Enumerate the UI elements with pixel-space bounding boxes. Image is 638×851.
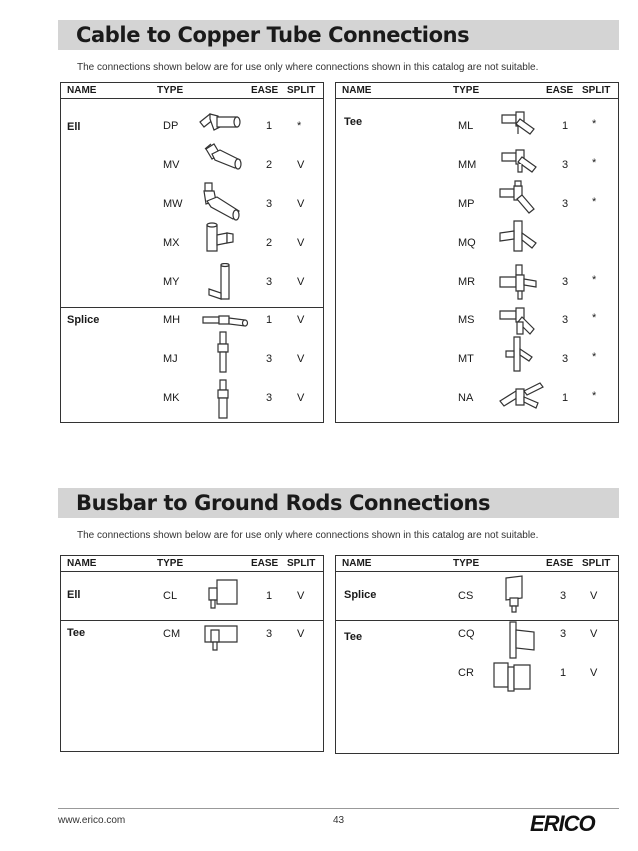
split-cell: * bbox=[592, 157, 597, 169]
type-cell: CL bbox=[163, 590, 178, 602]
ease-cell: 1 bbox=[562, 120, 569, 132]
group-name-splice: Splice bbox=[67, 314, 100, 326]
split-cell: V bbox=[297, 628, 305, 640]
type-cell: CM bbox=[163, 628, 181, 640]
splice-vertical-cable-icon bbox=[213, 378, 233, 422]
split-cell: V bbox=[297, 353, 305, 365]
ease-cell: 1 bbox=[266, 120, 273, 132]
type-cell: MX bbox=[163, 237, 180, 249]
group-name-tee: Tee bbox=[344, 631, 363, 643]
table-header bbox=[336, 556, 618, 572]
busbar-tee-icon bbox=[201, 622, 245, 656]
split-cell: V bbox=[297, 314, 305, 326]
split-cell: V bbox=[590, 667, 598, 679]
header-name: NAME bbox=[67, 85, 97, 96]
group-name-tee: Tee bbox=[67, 627, 86, 639]
split-cell: V bbox=[297, 276, 305, 288]
tee-ml-icon bbox=[498, 107, 542, 139]
ease-cell: 1 bbox=[562, 392, 569, 404]
ease-cell: 3 bbox=[266, 392, 273, 404]
header-name: NAME bbox=[342, 85, 372, 96]
ease-cell: 2 bbox=[266, 237, 273, 249]
tee-mp-icon bbox=[496, 179, 542, 221]
header-split: SPLIT bbox=[582, 558, 611, 569]
section-note: The connections shown below are for use only where connections shown in this catalog are not suitable. bbox=[77, 62, 539, 73]
ease-cell: 3 bbox=[266, 276, 273, 288]
type-cell: MV bbox=[163, 159, 180, 171]
header-type: TYPE bbox=[157, 558, 184, 569]
header-name: NAME bbox=[342, 558, 372, 569]
type-cell: MM bbox=[458, 159, 477, 171]
table-header bbox=[336, 83, 618, 99]
header-split: SPLIT bbox=[287, 558, 316, 569]
type-cell: MQ bbox=[458, 237, 476, 249]
split-cell: * bbox=[592, 312, 597, 324]
splice-vertical-icon bbox=[213, 330, 233, 376]
table-header bbox=[61, 556, 323, 572]
busbar-ell-icon bbox=[203, 578, 241, 612]
ease-cell: 3 bbox=[562, 276, 569, 288]
split-cell: V bbox=[297, 237, 305, 249]
section-title-band bbox=[58, 488, 619, 518]
ease-cell: 3 bbox=[562, 198, 569, 210]
type-cell: MS bbox=[458, 314, 475, 326]
section-title: Cable to Copper Tube Connections bbox=[76, 23, 470, 47]
footer-url: www.erico.com bbox=[58, 815, 126, 826]
ell-up-icon bbox=[201, 181, 246, 223]
ell-angled-icon bbox=[197, 108, 247, 140]
split-cell: V bbox=[297, 392, 305, 404]
ease-cell: 1 bbox=[560, 667, 567, 679]
type-cell: CR bbox=[458, 667, 474, 679]
type-cell: ML bbox=[458, 120, 474, 132]
header-split: SPLIT bbox=[582, 85, 611, 96]
ease-cell: 3 bbox=[562, 314, 569, 326]
split-cell: * bbox=[592, 274, 597, 286]
ease-cell: 1 bbox=[266, 314, 273, 326]
group-name-splice: Splice bbox=[344, 589, 377, 601]
ease-cell: 3 bbox=[562, 159, 569, 171]
tee-mq-icon bbox=[496, 219, 542, 255]
header-ease: EASE bbox=[546, 85, 574, 96]
type-cell: MP bbox=[458, 198, 475, 210]
split-cell: V bbox=[590, 590, 598, 602]
splice-horizontal-icon bbox=[201, 311, 251, 331]
ease-cell: 3 bbox=[266, 353, 273, 365]
ell-side-icon bbox=[201, 221, 241, 257]
type-cell: DP bbox=[163, 120, 179, 132]
split-cell: * bbox=[592, 118, 597, 130]
header-type: TYPE bbox=[453, 558, 480, 569]
split-cell: * bbox=[592, 390, 597, 402]
section-title-band bbox=[58, 20, 619, 50]
table-cable-right bbox=[335, 82, 619, 423]
ease-cell: 3 bbox=[560, 590, 567, 602]
group-name-ell: Ell bbox=[67, 589, 81, 601]
busbar-tee-cq-icon bbox=[504, 620, 540, 662]
ease-cell: 3 bbox=[562, 353, 569, 365]
busbar-tee-cr-icon bbox=[492, 659, 538, 695]
page-number: 43 bbox=[333, 815, 345, 826]
type-cell: NA bbox=[458, 392, 474, 404]
table-busbar-right bbox=[335, 555, 619, 754]
header-name: NAME bbox=[67, 558, 97, 569]
split-cell: V bbox=[590, 628, 598, 640]
header-ease: EASE bbox=[251, 558, 279, 569]
tee-mt-icon bbox=[498, 335, 542, 375]
ell-elbow-icon bbox=[201, 141, 246, 177]
table-busbar-left bbox=[60, 555, 324, 752]
type-cell: MW bbox=[163, 198, 183, 210]
type-cell: MY bbox=[163, 276, 180, 288]
footer-divider bbox=[58, 808, 619, 809]
type-cell: MR bbox=[458, 276, 476, 288]
type-cell: MK bbox=[163, 392, 180, 404]
table-header bbox=[61, 83, 323, 99]
erico-logo bbox=[528, 812, 618, 834]
split-cell: * bbox=[297, 120, 302, 132]
ease-cell: 3 bbox=[266, 628, 273, 640]
type-cell: MH bbox=[163, 314, 181, 326]
type-cell: CS bbox=[458, 590, 474, 602]
header-type: TYPE bbox=[453, 85, 480, 96]
split-cell: V bbox=[297, 198, 305, 210]
section-title: Busbar to Ground Rods Connections bbox=[76, 491, 491, 515]
group-name-ell: Ell bbox=[67, 121, 81, 133]
ease-cell: 2 bbox=[266, 159, 273, 171]
type-cell: CQ bbox=[458, 628, 475, 640]
ease-cell: 1 bbox=[266, 590, 273, 602]
split-cell: V bbox=[297, 159, 305, 171]
split-cell: * bbox=[592, 196, 597, 208]
header-ease: EASE bbox=[546, 558, 574, 569]
tee-mm-icon bbox=[498, 143, 542, 177]
group-divider bbox=[336, 620, 618, 621]
group-divider bbox=[61, 620, 323, 621]
ease-cell: 3 bbox=[266, 198, 273, 210]
header-ease: EASE bbox=[251, 85, 279, 96]
header-split: SPLIT bbox=[287, 85, 316, 96]
type-cell: MT bbox=[458, 353, 474, 365]
group-divider bbox=[61, 307, 323, 308]
header-type: TYPE bbox=[157, 85, 184, 96]
ease-cell: 3 bbox=[560, 628, 567, 640]
split-cell: V bbox=[297, 590, 305, 602]
tee-na-icon bbox=[496, 379, 546, 415]
ell-vertical-icon bbox=[201, 263, 241, 303]
busbar-splice-icon bbox=[500, 574, 530, 614]
logo-text: ERICO bbox=[530, 812, 595, 834]
group-name-tee: Tee bbox=[344, 116, 363, 128]
tee-mr-icon bbox=[496, 263, 542, 303]
table-cable-left bbox=[60, 82, 324, 423]
section-note: The connections shown below are for use only where connections shown in this catalog are not suitable. bbox=[77, 530, 539, 541]
split-cell: * bbox=[592, 351, 597, 363]
type-cell: MJ bbox=[163, 353, 178, 365]
